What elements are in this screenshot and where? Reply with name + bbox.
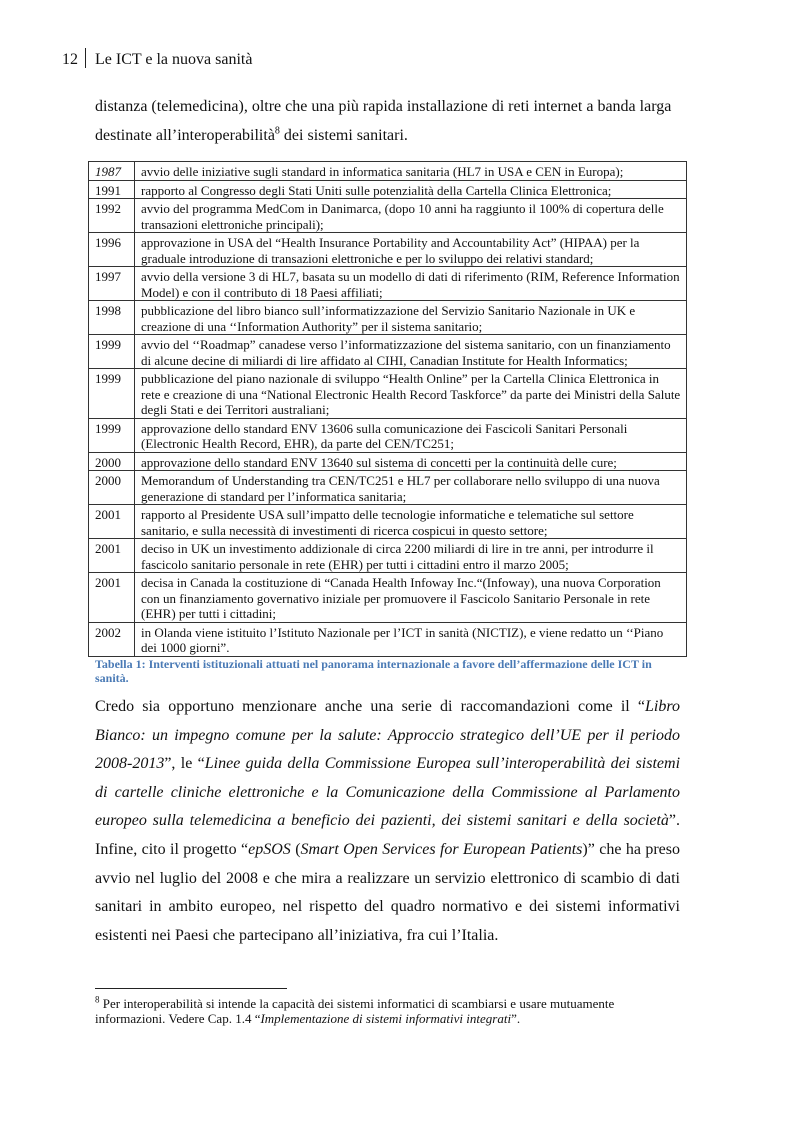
row-year: 1997 (89, 267, 135, 301)
row-year: 1996 (89, 233, 135, 267)
table-row (89, 471, 687, 505)
body-paragraph (95, 693, 680, 950)
row-year: 2002 (89, 622, 135, 656)
table-row (89, 369, 687, 419)
row-year: 2000 (89, 471, 135, 505)
row-year: 1999 (89, 418, 135, 452)
row-year: 1987 (89, 162, 135, 181)
row-description: decisa in Canada la costituzione di “Canada Health Infoway Inc.“(Infoway), una nuova Corporation con un finanziamento governativo iniziale per promuovere il Fascicolo Sanitario Personale in rete (EHR) per tutti i cittadini; (135, 573, 687, 623)
row-year: 1999 (89, 335, 135, 369)
footnote-reference[interactable]: 8 (274, 125, 280, 137)
row-description: avvio del programma MedCom in Danimarca, (dopo 10 anni ha raggiunto il 100% di copertura delle transazioni elettroniche principali); (135, 199, 687, 233)
table-row (89, 199, 687, 233)
row-description: approvazione in USA del “Health Insurance Portability and Accountability Act” (HIPAA) per la graduale introduzione di transazioni elettroniche e per lo sviluppo dei relativi standard; (135, 233, 687, 267)
timeline-table (88, 161, 687, 657)
table-row (89, 233, 687, 267)
footnote-italic: Implementazione di sistemi informativi integrati (260, 1011, 512, 1026)
table-row (89, 622, 687, 656)
page-number: 12 (62, 51, 78, 68)
row-description: avvio della versione 3 di HL7, basata su un modello di dati di riferimento (RIM, Reference Information Model) e con il contributo di 18 Paesi affiliati; (135, 267, 687, 301)
row-description: rapporto al Presidente USA sull’impatto delle tecnologie informatiche e telematiche sul settore sanitario, e sulla necessità di investimenti di ricerca cospicui in questo settore; (135, 505, 687, 539)
row-year: 1991 (89, 180, 135, 199)
row-description: deciso in UK un investimento addizionale di circa 2200 miliardi di lire in tre anni, per introdurre il fascicolo sanitario personale in rete (EHR) per tutti i cittadini entro il marzo 2005; (135, 539, 687, 573)
table-row (89, 267, 687, 301)
row-description: in Olanda viene istituito l’Istituto Nazionale per l’ICT in sanità (NICTIZ), e viene redatto un ‘‘Piano dei 1000 giorni”. (135, 622, 687, 656)
intro-line-2-text: destinate all’interoperabilità (95, 127, 275, 144)
intro-line-2-end: dei sistemi sanitari. (279, 127, 408, 144)
row-year: 1999 (89, 369, 135, 419)
para-text-2: ”, le “ (164, 755, 205, 773)
table-caption: Tabella 1: Interventi istituzionali attuati nel panorama internazionale a favore dell’affermazione delle ICT in sanità. (95, 657, 652, 685)
row-description: avvio delle iniziative sugli standard in informatica sanitaria (HL7 in USA e CEN in Europa); (135, 162, 687, 181)
row-description: pubblicazione del libro bianco sull’informatizzazione del Servizio Sanitario Nazionale in UK e creazione di una ‘‘Information Authority” per il sistema sanitario; (135, 301, 687, 335)
table-row (89, 505, 687, 539)
para-italic-epsos: epSOS (248, 840, 291, 858)
footnote (95, 996, 685, 1026)
table-row (89, 452, 687, 471)
intro-line-1: distanza (telemedicina), oltre che una più rapida installazione di reti internet a banda larga (95, 98, 672, 115)
table-row (89, 539, 687, 573)
row-description: Memorandum of Understanding tra CEN/TC251 e HL7 per collaborare nello sviluppo di una nuova generazione di standard per l’informatica sanitaria; (135, 471, 687, 505)
footnote-rule (95, 988, 287, 989)
row-year: 2001 (89, 573, 135, 623)
row-year: 1992 (89, 199, 135, 233)
running-head (62, 48, 252, 69)
para-text-3: ”. Infine, cito il progetto “ (95, 812, 680, 858)
para-italic-libro-bianco: Libro Bianco: un impegno comune per la salute: Approccio strategico dell’UE per il periodo 2008-2013 (95, 698, 680, 773)
para-text-1: Credo sia opportuno menzionare anche una serie di raccomandazioni come il “ (95, 698, 646, 715)
para-italic-epsos-expansion: Smart Open Services for European Patients (300, 840, 583, 858)
header-divider (85, 48, 86, 68)
para-text-4: ( (290, 840, 301, 858)
row-year: 2000 (89, 452, 135, 471)
row-year: 1998 (89, 301, 135, 335)
running-title: Le ICT e la nuova sanità (95, 51, 253, 68)
row-year: 2001 (89, 505, 135, 539)
row-description: approvazione dello standard ENV 13640 sul sistema di concetti per la continuità delle cure; (135, 452, 687, 471)
footnote-number: 8 (95, 994, 100, 1005)
table-row (89, 162, 687, 181)
row-description: avvio del ‘‘Roadmap” canadese verso l’informatizzazione del sistema sanitario, con un finanziamento di alcune decine di miliardi di lire affidato al CIHI, Canadian Institute for Health Informatics; (135, 335, 687, 369)
row-description: rapporto al Congresso degli Stati Uniti sulle potenzialità della Cartella Clinica Elettronica; (135, 180, 687, 199)
intro-line-2 (95, 121, 680, 150)
para-italic-linee-guida: Linee guida della Commissione Europea sull’interoperabilità dei sistemi di cartelle cliniche elettroniche e la Comunicazione della Commissione al Parlamento europeo sulla telemedicina a beneficio dei pazienti, dei sistemi sanitari e della società (95, 755, 681, 830)
footnote-text-end: ”. (511, 1011, 521, 1026)
intro-paragraph (95, 92, 680, 150)
table-row (89, 301, 687, 335)
para-text-5: )” che ha preso avvio nel luglio del 2008 e che mira a realizzare un servizio elettronico di scambio di dati sanitari in ambito europeo, nel rispetto del quadro normativo e dei sistemi informativi esistenti nei Paesi che partecipano all’iniziativa, fra cui l’Italia. (95, 840, 681, 944)
footnote-text: Per interoperabilità si intende la capacità dei sistemi informatici di scambiarsi e usare mutuamente informazioni. Vedere Cap. 1.4 “ (95, 996, 615, 1026)
table-row (89, 180, 687, 199)
row-description: approvazione dello standard ENV 13606 sulla comunicazione dei Fascicoli Sanitari Personali (Electronic Health Record, EHR), da parte del CEN/TC251; (135, 418, 687, 452)
table-row (89, 335, 687, 369)
timeline-body (89, 162, 687, 657)
row-description: pubblicazione del piano nazionale di sviluppo “Health Online” per la Cartella Clinica Elettronica in rete e creazione di una “National Electronic Health Record Taskforce” da parte dei Ministri della Salute degli Stati e dei Territori australiani; (135, 369, 687, 419)
table-row (89, 418, 687, 452)
table-row (89, 573, 687, 623)
row-year: 2001 (89, 539, 135, 573)
